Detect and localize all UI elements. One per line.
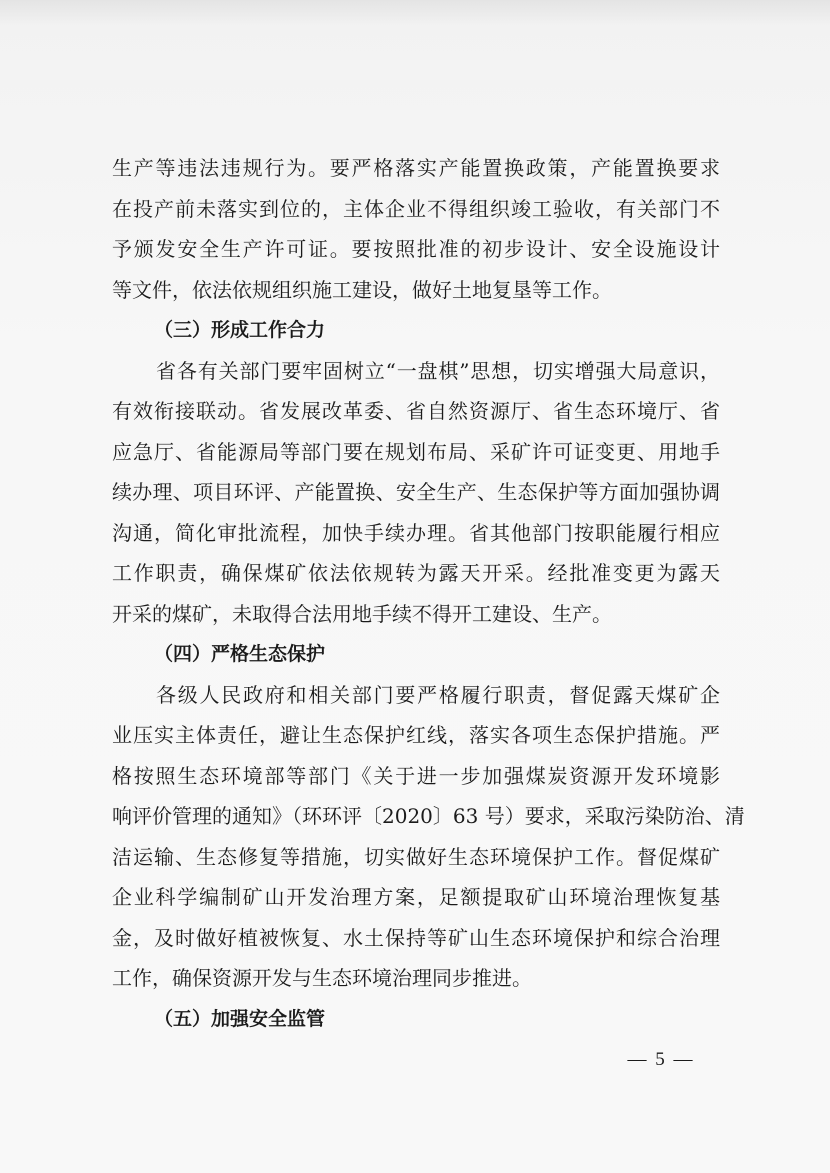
body-line-12: 开采的煤矿，未取得合法用地手续不得开工建设、生产。 (112, 601, 612, 626)
body-line-11: 工作职责，确保煤矿依法依规转为露天开采。经批准变更为露天 (112, 561, 720, 585)
body-line-18: 洁运输、生态修复等措施，切实做好生态环境保护工作。督促煤矿 (112, 844, 720, 869)
body-line-7: 有效衔接联动。省发展改革委、省自然资源厅、省生态环境厅、省 (112, 399, 720, 423)
page-number: — 5 — (627, 1049, 695, 1070)
body-line-3: 予颁发安全生产许可证。要按照批准的初步设计、安全设施设计 (112, 237, 720, 261)
body-line-20: 金，及时做好植被恢复、水土保持等矿山生态环境保护和综合治理 (112, 925, 720, 950)
body-line-6: 省各有关部门要牢固树立“一盘棋”思想，切实增强大局意识， (156, 358, 720, 383)
body-line-16: 格按照生态环境部等部门《关于进一步加强煤炭资源开发环境影 (112, 763, 720, 788)
body-line-17: 响评价管理的通知》（环环评〔2020〕63 号）要求，采取污染防治、清 (112, 804, 745, 828)
body-line-21: 工作，确保资源开发与生态环境治理同步推进。 (112, 966, 532, 990)
body-line-4: 等文件，依法依规组织施工建设，做好土地复垦等工作。 (112, 277, 612, 302)
body-line-8: 应急厅、省能源局等部门要在规划布局、采矿许可证变更、用地手 (112, 439, 720, 464)
section-heading-3: （三）形成工作合力 (154, 319, 326, 341)
body-line-10: 沟通，简化审批流程，加快手续办理。省其他部门按职能履行相应 (112, 520, 720, 545)
body-line-14: 各级人民政府和相关部门要严格履行职责，督促露天煤矿企 (156, 682, 720, 707)
body-line-1: 生产等违法违规行为。要严格落实产能置换政策，产能置换要求 (112, 156, 720, 180)
body-line-19: 企业科学编制矿山开发治理方案，足额提取矿山环境治理恢复基 (112, 885, 720, 909)
section-heading-4: （四）严格生态保护 (154, 643, 326, 665)
body-line-15: 业压实主体责任，避让生态保护红线，落实各项生态保护措施。严 (112, 723, 720, 747)
body-line-2: 在投产前未落实到位的，主体企业不得组织竣工验收，有关部门不 (112, 196, 720, 221)
section-heading-5: （五）加强安全监管 (154, 1007, 326, 1030)
document-body (112, 148, 745, 1039)
scan-shadow (0, 0, 830, 26)
body-line-9: 续办理、项目环评、产能置换、安全生产、生态保护等方面加强协调 (112, 480, 720, 504)
